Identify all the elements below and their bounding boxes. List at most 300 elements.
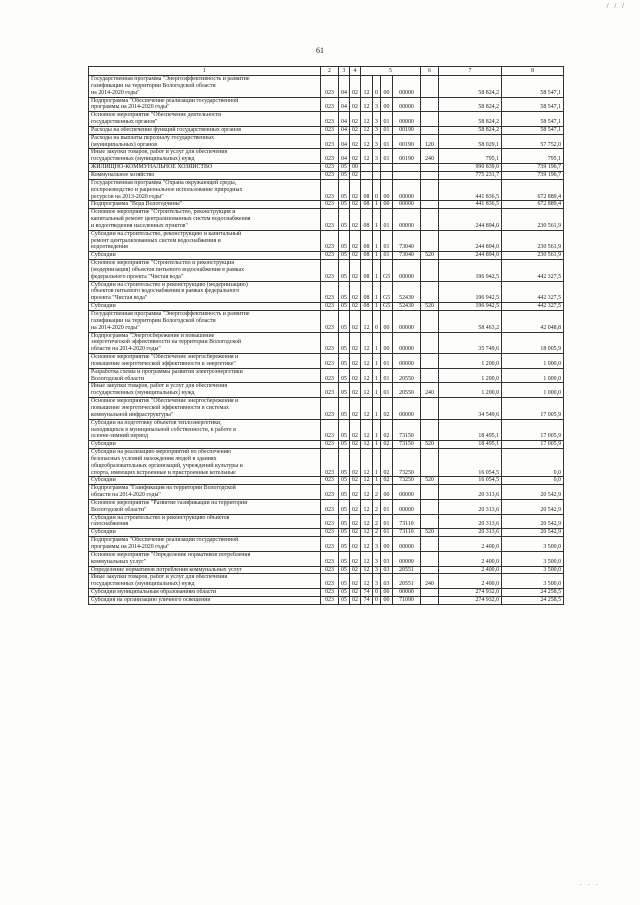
expense-type-cell: 240 bbox=[421, 149, 439, 164]
expense-type-cell bbox=[421, 499, 439, 514]
direction-code-cell: 20551 bbox=[393, 574, 421, 589]
amount-2021-cell: 58 547,1 bbox=[502, 97, 564, 112]
subprogram-code-cell: 1 bbox=[373, 477, 381, 485]
amount-2020-cell: 34 549,6 bbox=[439, 398, 502, 420]
ministry-code-cell: 023 bbox=[321, 311, 339, 333]
table-row bbox=[89, 230, 564, 252]
amount-2020-cell: 2 400,0 bbox=[439, 551, 502, 566]
table-row bbox=[89, 596, 564, 604]
table-row bbox=[89, 332, 564, 354]
amount-2020-cell: 274 932,0 bbox=[439, 596, 502, 604]
subsection-code-cell: 02 bbox=[350, 354, 361, 369]
subsection-code-cell: 02 bbox=[350, 252, 361, 260]
program-code-cell: 12 bbox=[361, 76, 373, 98]
event-code-cell: 02 bbox=[381, 398, 393, 420]
direction-code-cell: 00190 bbox=[393, 149, 421, 164]
section-code-cell: 05 bbox=[339, 368, 350, 383]
amount-2020-cell: 244 894,0 bbox=[439, 209, 502, 231]
event-code-cell: 02 bbox=[381, 449, 393, 477]
program-code-cell: 08 bbox=[361, 281, 373, 303]
program-code-cell: 12 bbox=[361, 134, 373, 149]
amount-2021-cell: 672 889,4 bbox=[502, 201, 564, 209]
amount-2020-cell: 20 313,6 bbox=[439, 514, 502, 529]
ministry-code-cell: 023 bbox=[321, 179, 339, 201]
amount-2021-cell: 3 500,0 bbox=[502, 574, 564, 589]
amount-2020-cell: 795,1 bbox=[439, 149, 502, 164]
subprogram-code-cell: 1 bbox=[373, 209, 381, 231]
expense-type-cell: 120 bbox=[421, 134, 439, 149]
table-row bbox=[89, 529, 564, 537]
subsection-code-cell: 02 bbox=[350, 201, 361, 209]
subsection-code-cell: 02 bbox=[350, 537, 361, 552]
program-code-cell: 12 bbox=[361, 149, 373, 164]
subprogram-code-cell: 3 bbox=[373, 566, 381, 574]
ministry-code-cell: 023 bbox=[321, 566, 339, 574]
subsection-code-cell: 02 bbox=[350, 97, 361, 112]
program-code-cell: 12 bbox=[361, 332, 373, 354]
table-row bbox=[89, 171, 564, 179]
ministry-code-cell: 023 bbox=[321, 514, 339, 529]
event-code-cell: 00 bbox=[381, 179, 393, 201]
subsection-code-cell: 02 bbox=[350, 419, 361, 441]
amount-2021-cell: 42 048,8 bbox=[502, 311, 564, 333]
ministry-code-cell: 023 bbox=[321, 134, 339, 149]
section-code-cell: 05 bbox=[339, 419, 350, 441]
subprogram-code-cell: 1 bbox=[373, 398, 381, 420]
header-cell-name: 1 bbox=[89, 67, 321, 76]
expense-type-cell bbox=[421, 368, 439, 383]
amount-2020-cell: 244 894,0 bbox=[439, 252, 502, 260]
row-name-cell: Субсидия на организацию уличного освещения bbox=[89, 596, 321, 604]
expense-type-cell bbox=[421, 171, 439, 179]
event-code-cell: 01 bbox=[381, 514, 393, 529]
amount-2021-cell: 24 258,5 bbox=[502, 589, 564, 597]
table-row bbox=[89, 149, 564, 164]
amount-2021-cell: 442 327,5 bbox=[502, 260, 564, 282]
event-code-cell: 01 bbox=[381, 383, 393, 398]
subsection-code-cell: 02 bbox=[350, 589, 361, 597]
amount-2020-cell: 196 942,5 bbox=[439, 260, 502, 282]
header-cell-section: 3 bbox=[339, 67, 350, 76]
table-row bbox=[89, 398, 564, 420]
subsection-code-cell: 02 bbox=[350, 260, 361, 282]
subsection-code-cell: 02 bbox=[350, 281, 361, 303]
subsection-code-cell: 02 bbox=[350, 514, 361, 529]
corner-mark: / / / bbox=[606, 2, 626, 10]
subsection-code-cell: 02 bbox=[350, 134, 361, 149]
ministry-code-cell: 023 bbox=[321, 551, 339, 566]
table-row bbox=[89, 566, 564, 574]
ministry-code-cell: 023 bbox=[321, 112, 339, 127]
amount-2020-cell: 1 200,0 bbox=[439, 383, 502, 398]
direction-code-cell: 00000 bbox=[393, 179, 421, 201]
expense-type-cell bbox=[421, 179, 439, 201]
amount-2020-cell: 58 824,2 bbox=[439, 112, 502, 127]
ministry-code-cell: 023 bbox=[321, 477, 339, 485]
table-row bbox=[89, 589, 564, 597]
section-code-cell: 05 bbox=[339, 398, 350, 420]
program-code-cell: 08 bbox=[361, 201, 373, 209]
subprogram-code-cell: 3 bbox=[373, 551, 381, 566]
table-row bbox=[89, 449, 564, 477]
subprogram-code-cell bbox=[373, 171, 381, 179]
table-row bbox=[89, 164, 564, 172]
amount-2021-cell: 20 542,9 bbox=[502, 485, 564, 500]
ministry-code-cell: 023 bbox=[321, 529, 339, 537]
row-name-cell: Иные закупки товаров, работ и услуг для обеспечения государственных (муниципальных) нужд bbox=[89, 149, 321, 164]
row-name-cell: Иные закупки товаров, работ и услуг для обеспечения государственных (муниципальных) нужд bbox=[89, 574, 321, 589]
row-name-cell: Подпрограмма "Газификация на территории Вологодской области на 2014-2020 годы" bbox=[89, 485, 321, 500]
program-code-cell: 74 bbox=[361, 589, 373, 597]
section-code-cell: 05 bbox=[339, 260, 350, 282]
row-name-cell: Основное мероприятие "Обеспечение энергосбережения и повышение энергетической эффективности в энергетике" bbox=[89, 354, 321, 369]
direction-code-cell: 00000 bbox=[393, 589, 421, 597]
event-code-cell: G5 bbox=[381, 303, 393, 311]
event-code-cell: 03 bbox=[381, 551, 393, 566]
expense-type-cell: 240 bbox=[421, 383, 439, 398]
program-code-cell: 12 bbox=[361, 529, 373, 537]
event-code-cell: 01 bbox=[381, 252, 393, 260]
subsection-code-cell: 02 bbox=[350, 76, 361, 98]
row-name-cell: Разработка схемы и программы развития электроэнергетики Вологодской области bbox=[89, 368, 321, 383]
subprogram-code-cell: 3 bbox=[373, 134, 381, 149]
subsection-code-cell: 02 bbox=[350, 499, 361, 514]
subsection-code-cell: 02 bbox=[350, 529, 361, 537]
subsection-code-cell: 02 bbox=[350, 596, 361, 604]
program-code-cell: 12 bbox=[361, 383, 373, 398]
table-row bbox=[89, 537, 564, 552]
program-code-cell: 12 bbox=[361, 126, 373, 134]
section-code-cell: 05 bbox=[339, 201, 350, 209]
header-cell-expense-type: 6 bbox=[421, 67, 439, 76]
event-code-cell: 01 bbox=[381, 230, 393, 252]
amount-2021-cell: 3 500,0 bbox=[502, 566, 564, 574]
subprogram-code-cell: 1 bbox=[373, 281, 381, 303]
amount-2021-cell: 58 547,1 bbox=[502, 112, 564, 127]
header-cell-amount-2021: 8 bbox=[502, 67, 564, 76]
ministry-code-cell: 023 bbox=[321, 398, 339, 420]
row-name-cell: Субсидии на подготовку объектов теплоэнергетики, находящихся в муниципальной собственности, к работе в осенне-зимний период bbox=[89, 419, 321, 441]
subsection-code-cell: 02 bbox=[350, 368, 361, 383]
subsection-code-cell: 02 bbox=[350, 449, 361, 477]
subsection-code-cell: 02 bbox=[350, 551, 361, 566]
subsection-code-cell: 02 bbox=[350, 566, 361, 574]
program-code-cell: 08 bbox=[361, 303, 373, 311]
row-name-cell: Расходы на выплаты персоналу государственных (муниципальных) органов bbox=[89, 134, 321, 149]
subprogram-code-cell bbox=[373, 164, 381, 172]
table-row bbox=[89, 76, 564, 98]
event-code-cell: 01 bbox=[381, 354, 393, 369]
expense-type-cell bbox=[421, 589, 439, 597]
subsection-code-cell: 00 bbox=[350, 164, 361, 172]
expense-type-cell: 520 bbox=[421, 252, 439, 260]
amount-2020-cell: 990 839,0 bbox=[439, 164, 502, 172]
direction-code-cell: 00190 bbox=[393, 126, 421, 134]
expense-type-cell: 520 bbox=[421, 529, 439, 537]
event-code-cell: 01 bbox=[381, 368, 393, 383]
table-row bbox=[89, 368, 564, 383]
event-code-cell: 01 bbox=[381, 149, 393, 164]
subsection-code-cell: 02 bbox=[350, 149, 361, 164]
table-row bbox=[89, 179, 564, 201]
direction-code-cell: 71090 bbox=[393, 596, 421, 604]
expense-type-cell bbox=[421, 260, 439, 282]
table-row bbox=[89, 485, 564, 500]
table-row bbox=[89, 126, 564, 134]
ministry-code-cell: 023 bbox=[321, 171, 339, 179]
header-row bbox=[89, 67, 564, 76]
row-name-cell: Иные закупки товаров, работ и услуг для обеспечения государственных (муниципальных) нужд bbox=[89, 383, 321, 398]
direction-code-cell: 00000 bbox=[393, 537, 421, 552]
direction-code-cell: 20550 bbox=[393, 383, 421, 398]
ministry-code-cell: 023 bbox=[321, 76, 339, 98]
amount-2021-cell: 57 752,0 bbox=[502, 134, 564, 149]
section-code-cell: 04 bbox=[339, 112, 350, 127]
direction-code-cell: 00000 bbox=[393, 398, 421, 420]
section-code-cell: 05 bbox=[339, 252, 350, 260]
section-code-cell: 05 bbox=[339, 209, 350, 231]
amount-2020-cell: 18 495,1 bbox=[439, 419, 502, 441]
program-code-cell: 74 bbox=[361, 596, 373, 604]
row-name-cell: Основное мероприятие "Строительство и реконструкция (модернизация) объектов питьевого водоснабжения в рамках федерального проекта "Чистая вода" bbox=[89, 260, 321, 282]
expense-type-cell bbox=[421, 76, 439, 98]
amount-2021-cell: 795,1 bbox=[502, 149, 564, 164]
subprogram-code-cell: 3 bbox=[373, 97, 381, 112]
ministry-code-cell: 023 bbox=[321, 485, 339, 500]
subprogram-code-cell: 3 bbox=[373, 149, 381, 164]
amount-2021-cell: 20 542,9 bbox=[502, 499, 564, 514]
subsection-code-cell: 02 bbox=[350, 171, 361, 179]
program-code-cell: 12 bbox=[361, 485, 373, 500]
row-name-cell: Определение нормативов потребления коммунальных услуг bbox=[89, 566, 321, 574]
amount-2020-cell: 16 054,5 bbox=[439, 449, 502, 477]
amount-2021-cell: 24 258,5 bbox=[502, 596, 564, 604]
program-code-cell: 12 bbox=[361, 368, 373, 383]
amount-2021-cell: 58 547,1 bbox=[502, 76, 564, 98]
direction-code-cell: 00000 bbox=[393, 201, 421, 209]
event-code-cell: 01 bbox=[381, 209, 393, 231]
section-code-cell: 05 bbox=[339, 171, 350, 179]
ministry-code-cell: 023 bbox=[321, 260, 339, 282]
amount-2021-cell: 442 327,5 bbox=[502, 281, 564, 303]
section-code-cell: 05 bbox=[339, 589, 350, 597]
direction-code-cell: 00000 bbox=[393, 485, 421, 500]
amount-2021-cell: 3 500,0 bbox=[502, 537, 564, 552]
ministry-code-cell: 023 bbox=[321, 419, 339, 441]
amount-2020-cell: 196 942,5 bbox=[439, 303, 502, 311]
amount-2020-cell: 2 400,0 bbox=[439, 537, 502, 552]
direction-code-cell: 73150 bbox=[393, 419, 421, 441]
corner-mark-bottom: · · · bbox=[579, 881, 600, 889]
table-row bbox=[89, 201, 564, 209]
amount-2020-cell: 20 313,6 bbox=[439, 499, 502, 514]
amount-2021-cell: 17 005,9 bbox=[502, 441, 564, 449]
section-code-cell: 04 bbox=[339, 126, 350, 134]
amount-2020-cell: 441 836,5 bbox=[439, 179, 502, 201]
expense-type-cell bbox=[421, 419, 439, 441]
header-cell-target-article: 5 bbox=[361, 67, 421, 76]
direction-code-cell: 20551 bbox=[393, 566, 421, 574]
table-row bbox=[89, 97, 564, 112]
ministry-code-cell: 023 bbox=[321, 126, 339, 134]
ministry-code-cell: 023 bbox=[321, 596, 339, 604]
subprogram-code-cell: 0 bbox=[373, 596, 381, 604]
amount-2021-cell: 0,0 bbox=[502, 477, 564, 485]
subprogram-code-cell: 0 bbox=[373, 589, 381, 597]
amount-2020-cell: 775 231,7 bbox=[439, 171, 502, 179]
expense-type-cell bbox=[421, 97, 439, 112]
row-name-cell: Основное мероприятие "Определение нормативов потребления коммунальных услуг" bbox=[89, 551, 321, 566]
event-code-cell: 00 bbox=[381, 537, 393, 552]
section-code-cell: 05 bbox=[339, 281, 350, 303]
direction-code-cell: 00000 bbox=[393, 97, 421, 112]
subprogram-code-cell: 3 bbox=[373, 574, 381, 589]
ministry-code-cell: 023 bbox=[321, 441, 339, 449]
event-code-cell: 03 bbox=[381, 574, 393, 589]
direction-code-cell: 00000 bbox=[393, 551, 421, 566]
section-code-cell: 05 bbox=[339, 551, 350, 566]
event-code-cell: 01 bbox=[381, 529, 393, 537]
row-name-cell: Государственная программа "Энергоэффективность и развитие газификации на территории Вологодской области на 2014-2020 годы" bbox=[89, 76, 321, 98]
subprogram-code-cell: 3 bbox=[373, 537, 381, 552]
section-code-cell: 04 bbox=[339, 134, 350, 149]
amount-2021-cell: 1 000,0 bbox=[502, 368, 564, 383]
section-code-cell: 05 bbox=[339, 441, 350, 449]
subprogram-code-cell: 0 bbox=[373, 179, 381, 201]
row-name-cell: Государственная программа "Охрана окружающей среды, воспроизводство и рациональное использование природных ресурсов на 2013-2020 годы" bbox=[89, 179, 321, 201]
table-row bbox=[89, 419, 564, 441]
table-row bbox=[89, 260, 564, 282]
section-code-cell: 05 bbox=[339, 230, 350, 252]
subprogram-code-cell: 2 bbox=[373, 514, 381, 529]
ministry-code-cell: 023 bbox=[321, 368, 339, 383]
event-code-cell: 01 bbox=[381, 112, 393, 127]
program-code-cell: 12 bbox=[361, 566, 373, 574]
direction-code-cell bbox=[393, 171, 421, 179]
program-code-cell: 12 bbox=[361, 398, 373, 420]
row-name-cell: Субсидии на строительство, реконструкцию и капитальный ремонт централизованных систем водоснабжения и водоотведения bbox=[89, 230, 321, 252]
ministry-code-cell: 023 bbox=[321, 449, 339, 477]
amount-2020-cell: 1 200,0 bbox=[439, 354, 502, 369]
amount-2020-cell: 58 824,2 bbox=[439, 76, 502, 98]
ministry-code-cell: 023 bbox=[321, 303, 339, 311]
row-name-cell: Государственная программа "Энергоэффективность и развитие газификации на территории Вологодской области на 2014-2020 годы" bbox=[89, 311, 321, 333]
section-code-cell: 05 bbox=[339, 566, 350, 574]
program-code-cell: 08 bbox=[361, 252, 373, 260]
subprogram-code-cell: 1 bbox=[373, 368, 381, 383]
event-code-cell: 02 bbox=[381, 419, 393, 441]
ministry-code-cell: 023 bbox=[321, 201, 339, 209]
direction-code-cell: 00000 bbox=[393, 354, 421, 369]
section-code-cell: 04 bbox=[339, 76, 350, 98]
subsection-code-cell: 02 bbox=[350, 398, 361, 420]
row-name-cell: Подпрограмма "Вода Вологодчины" bbox=[89, 201, 321, 209]
table-row bbox=[89, 311, 564, 333]
program-code-cell: 08 bbox=[361, 179, 373, 201]
amount-2021-cell: 1 000,0 bbox=[502, 354, 564, 369]
direction-code-cell: 73150 bbox=[393, 441, 421, 449]
table-row bbox=[89, 209, 564, 231]
table-row bbox=[89, 514, 564, 529]
section-code-cell: 05 bbox=[339, 354, 350, 369]
subsection-code-cell: 02 bbox=[350, 485, 361, 500]
amount-2021-cell: 230 561,9 bbox=[502, 209, 564, 231]
amount-2021-cell: 18 005,9 bbox=[502, 332, 564, 354]
row-name-cell: Расходы на обеспечение функций государственных органов bbox=[89, 126, 321, 134]
section-code-cell: 05 bbox=[339, 477, 350, 485]
amount-2021-cell: 230 561,9 bbox=[502, 252, 564, 260]
program-code-cell: 12 bbox=[361, 499, 373, 514]
amount-2020-cell: 58 029,1 bbox=[439, 134, 502, 149]
header-cell-subsection: 4 bbox=[350, 67, 361, 76]
header-cell-amount-2020: 7 bbox=[439, 67, 502, 76]
program-code-cell: 12 bbox=[361, 441, 373, 449]
section-code-cell: 05 bbox=[339, 596, 350, 604]
row-name-cell: Субсидии на строительство и реконструкцию объектов газоснабжения bbox=[89, 514, 321, 529]
amount-2020-cell: 196 942,5 bbox=[439, 281, 502, 303]
subprogram-code-cell: 0 bbox=[373, 76, 381, 98]
expense-type-cell bbox=[421, 311, 439, 333]
table-row bbox=[89, 383, 564, 398]
program-code-cell: 12 bbox=[361, 354, 373, 369]
amount-2020-cell: 244 894,0 bbox=[439, 230, 502, 252]
event-code-cell: 00 bbox=[381, 76, 393, 98]
subsection-code-cell: 02 bbox=[350, 126, 361, 134]
table-row bbox=[89, 112, 564, 127]
ministry-code-cell: 023 bbox=[321, 209, 339, 231]
amount-2021-cell: 20 542,9 bbox=[502, 514, 564, 529]
event-code-cell: 02 bbox=[381, 477, 393, 485]
section-code-cell: 05 bbox=[339, 514, 350, 529]
row-name-cell: Субсидии bbox=[89, 252, 321, 260]
subsection-code-cell: 02 bbox=[350, 230, 361, 252]
amount-2021-cell: 17 005,9 bbox=[502, 419, 564, 441]
budget-table bbox=[88, 66, 564, 605]
subprogram-code-cell: 1 bbox=[373, 303, 381, 311]
table-row bbox=[89, 574, 564, 589]
row-name-cell: ЖИЛИЩНО-КОММУНАЛЬНОЕ ХОЗЯЙСТВО bbox=[89, 164, 321, 172]
row-name-cell: Коммунальное хозяйство bbox=[89, 171, 321, 179]
event-code-cell: 00 bbox=[381, 332, 393, 354]
direction-code-cell: 73250 bbox=[393, 477, 421, 485]
subprogram-code-cell: 2 bbox=[373, 499, 381, 514]
amount-2021-cell: 739 196,7 bbox=[502, 164, 564, 172]
section-code-cell: 05 bbox=[339, 303, 350, 311]
direction-code-cell: 73250 bbox=[393, 449, 421, 477]
expense-type-cell bbox=[421, 566, 439, 574]
subsection-code-cell: 02 bbox=[350, 441, 361, 449]
ministry-code-cell: 023 bbox=[321, 574, 339, 589]
row-name-cell: Субсидии bbox=[89, 477, 321, 485]
row-name-cell: Основное мероприятие "Строительство, реконструкция и капитальный ремонт централизованных систем водоснабжения и водоотведения населенных пунктов" bbox=[89, 209, 321, 231]
expense-type-cell: 240 bbox=[421, 574, 439, 589]
event-code-cell: 00 bbox=[381, 589, 393, 597]
section-code-cell: 05 bbox=[339, 537, 350, 552]
section-code-cell: 05 bbox=[339, 574, 350, 589]
program-code-cell: 12 bbox=[361, 419, 373, 441]
event-code-cell: 01 bbox=[381, 134, 393, 149]
program-code-cell: 12 bbox=[361, 112, 373, 127]
row-name-cell: Основное мероприятие "Обеспечение энергосбережения и повышение энергетической эффективности в системах коммунальной инфраструктуры" bbox=[89, 398, 321, 420]
expense-type-cell bbox=[421, 164, 439, 172]
ministry-code-cell: 023 bbox=[321, 252, 339, 260]
direction-code-cell: 00000 bbox=[393, 260, 421, 282]
event-code-cell: 00 bbox=[381, 596, 393, 604]
section-code-cell: 05 bbox=[339, 164, 350, 172]
ministry-code-cell: 023 bbox=[321, 332, 339, 354]
program-code-cell bbox=[361, 171, 373, 179]
section-code-cell: 05 bbox=[339, 449, 350, 477]
